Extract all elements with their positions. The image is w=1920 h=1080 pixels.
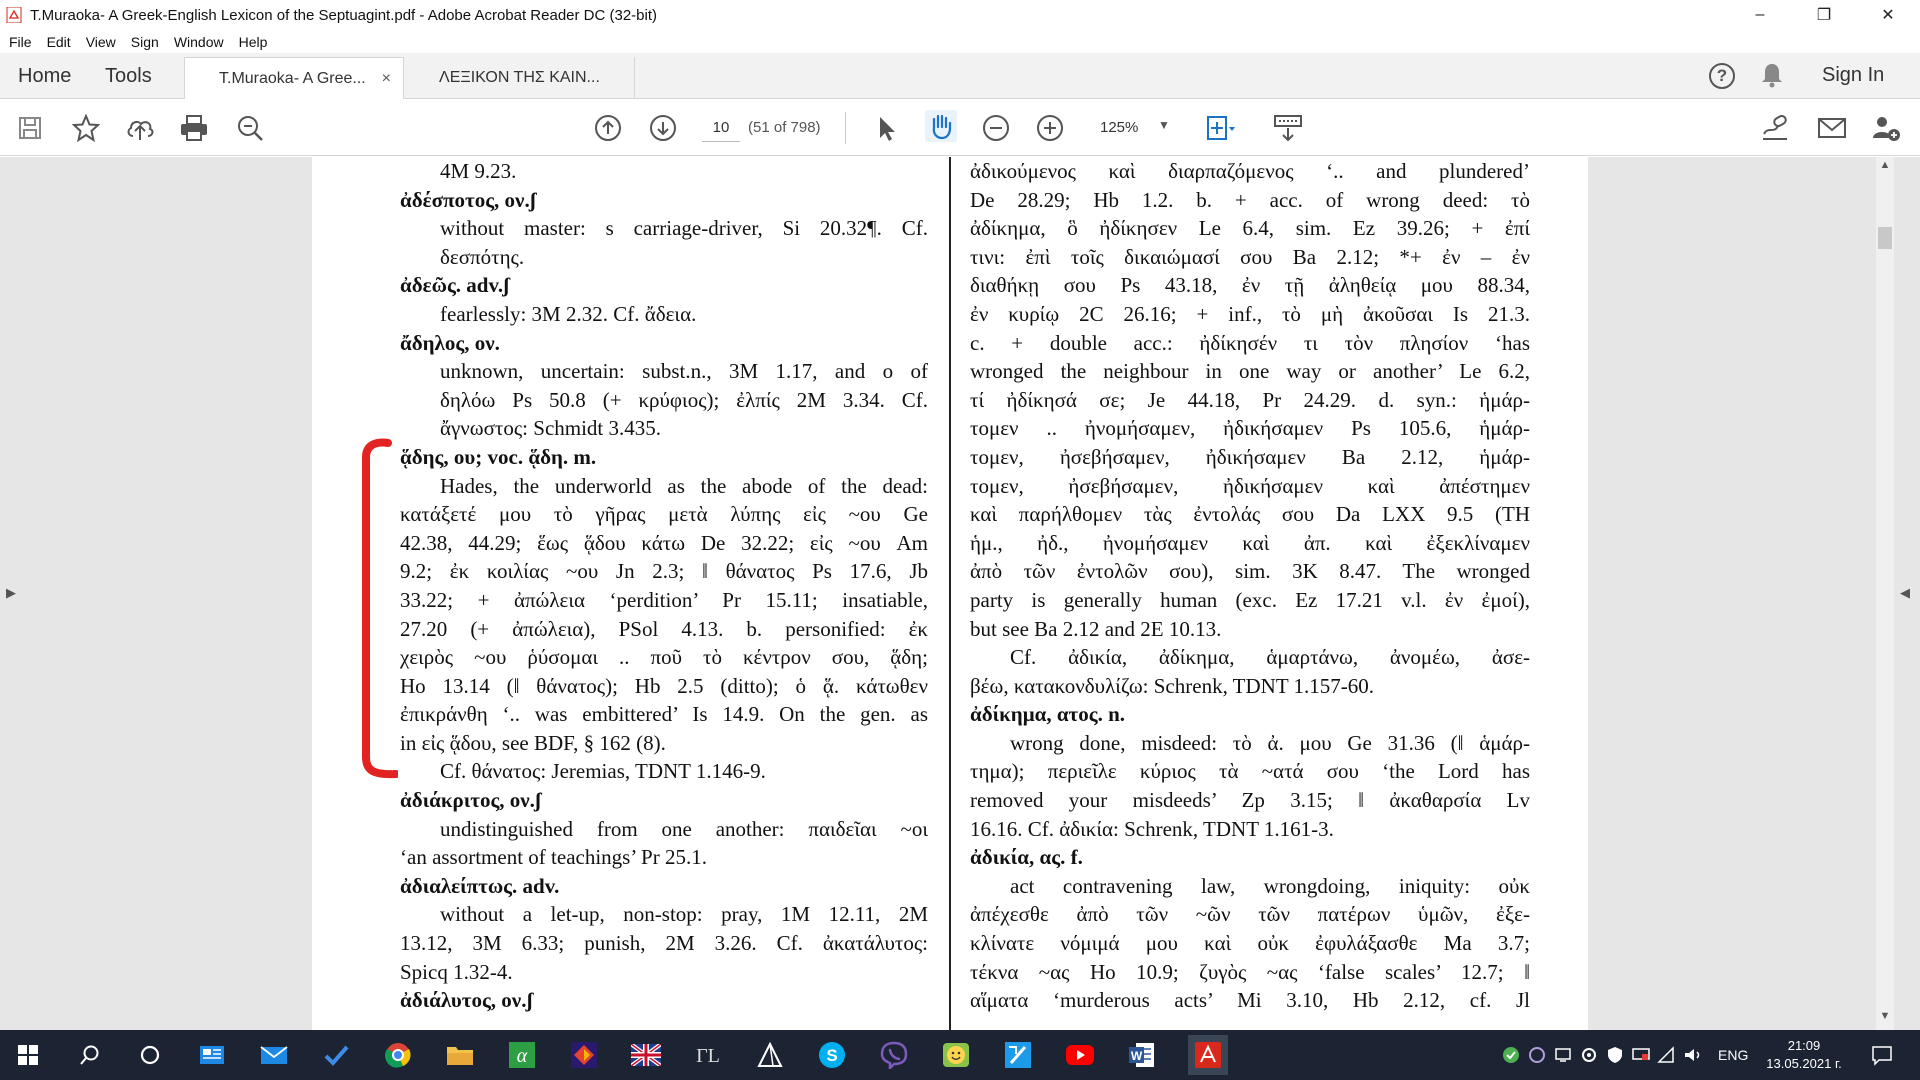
next-page-icon[interactable] bbox=[647, 112, 679, 144]
svg-text:α: α bbox=[516, 1045, 528, 1067]
entry-text-line: Ho 13.14 (‖ θάνατος); Hb 2.5 (ditto); ὁ ᾅ. κάτωθεν bbox=[400, 673, 928, 698]
clock-time: 21:09 bbox=[1787, 1038, 1821, 1053]
help-icon[interactable]: ? bbox=[1709, 63, 1735, 89]
email-icon[interactable] bbox=[1816, 112, 1848, 144]
left-column bbox=[400, 157, 928, 1015]
entry-text-line: ‘an assortment of teachings’ Pr 25.1. bbox=[400, 845, 707, 870]
entry-text-line: τημα); περιεῖλε κύριος τὰ ~ατά σου ‘the Lord has bbox=[970, 759, 1530, 784]
menu-edit[interactable]: Edit bbox=[46, 33, 71, 50]
entry-headword: ἀδίκημα, ατος. n. bbox=[970, 702, 1126, 727]
todo-app-icon[interactable] bbox=[320, 1039, 352, 1071]
entry-text-line: 33.22; + ἀπώλεια ‘perdition’ Pr 15.11; insatiable, bbox=[400, 587, 928, 612]
entry-text-line: 4M 9.23. bbox=[440, 159, 517, 183]
entry-text-line: 42.38, 44.29; ἕως ᾅδου κάτω De 32.22; εἰς ~ου Am bbox=[400, 530, 928, 555]
scroll-down-icon[interactable]: ▼ bbox=[1879, 1010, 1891, 1022]
svg-text:S: S bbox=[826, 1046, 838, 1065]
chrome-icon[interactable] bbox=[382, 1039, 414, 1071]
entry-headword: ἀδέσποτος, ον.ʃ bbox=[400, 187, 537, 212]
menu-bar bbox=[0, 30, 1920, 53]
entry-text-line: τομεν, ἠσεβήσαμεν, ἠδικήσαμεν Ba 2.12, ἡμάρ- bbox=[970, 444, 1530, 469]
entry-text-line: wrong done, misdeed: τὸ ἀ. μου Ge 31.36 (‖ ἁμάρ- bbox=[1010, 730, 1530, 755]
entry-text-line: τί ἠδίκησά σε; Je 44.18, Pr 24.29. d. syn.: ἡμάρ- bbox=[970, 387, 1530, 412]
mail-app-icon[interactable] bbox=[258, 1039, 290, 1071]
menu-file[interactable]: File bbox=[9, 33, 32, 50]
clock[interactable] bbox=[1764, 1037, 1844, 1073]
entry-headword: ἀδιάκριτος, ον.ʃ bbox=[400, 788, 542, 813]
tab-document-label: T.Muraoka- A Gree... bbox=[219, 70, 366, 87]
taskbar bbox=[0, 1030, 1920, 1080]
add-user-icon[interactable] bbox=[1870, 112, 1902, 144]
svg-text:ΓL: ΓL bbox=[696, 1045, 720, 1067]
right-column bbox=[970, 157, 1530, 1015]
zoom-out-icon[interactable] bbox=[980, 112, 1012, 144]
menu-sign[interactable]: Sign bbox=[130, 33, 159, 50]
tray-shield-icon[interactable] bbox=[1604, 1039, 1626, 1071]
tray-settings-icon[interactable] bbox=[1578, 1039, 1600, 1071]
alpha-app-icon[interactable] bbox=[506, 1039, 538, 1071]
tab-document-active[interactable] bbox=[184, 57, 404, 99]
left-pane-toggle-icon[interactable]: ▶ bbox=[6, 585, 16, 600]
snip-sketch-icon[interactable] bbox=[1002, 1039, 1034, 1071]
entry-text-line: ἡμ., ἠδ., ἠνομήσαμεν καὶ ἀπ. καὶ ἐξεκλίναμεν bbox=[970, 530, 1530, 555]
viber-icon[interactable] bbox=[878, 1039, 910, 1071]
right-pane-toggle-icon[interactable]: ◀ bbox=[1900, 585, 1910, 600]
fit-page-icon[interactable] bbox=[1204, 112, 1236, 144]
entry-text-line: c. + double acc.: ἠδίκησέν τι τὸν πλησίον ‘has bbox=[970, 330, 1530, 355]
skype-icon[interactable] bbox=[816, 1039, 848, 1071]
acrobat-taskbar-icon[interactable] bbox=[1188, 1035, 1228, 1075]
acrobat-icon bbox=[6, 7, 22, 23]
entry-headword: ἀδικία, ας. f. bbox=[970, 845, 1083, 870]
entry-text-line: 9.2; ἐκ κοιλίας ~ου Jn 2.3; ‖ θάνατος Ps 17.6, Jb bbox=[400, 559, 928, 584]
entry-text-line: unknown, uncertain: subst.n., 3M 1.17, and o of bbox=[440, 359, 928, 384]
chevron-down-icon[interactable]: ▼ bbox=[1158, 118, 1170, 132]
input-language[interactable]: ENG bbox=[1718, 1047, 1749, 1063]
smiley-app-icon[interactable] bbox=[940, 1039, 972, 1071]
task-view-icon[interactable] bbox=[134, 1039, 166, 1071]
toolbar-divider bbox=[845, 112, 846, 144]
tab-tools[interactable]: Tools bbox=[105, 65, 152, 87]
scroll-thumb[interactable] bbox=[1878, 227, 1892, 249]
hand-tool-icon[interactable] bbox=[925, 110, 957, 142]
search-icon[interactable] bbox=[74, 1039, 106, 1071]
bookmark-star-icon[interactable] bbox=[70, 112, 102, 144]
uk-flag-app-icon[interactable] bbox=[630, 1039, 662, 1071]
entry-text-line: Cf. θάνατος: Jeremias, TDNT 1.146-9. bbox=[440, 759, 766, 784]
entry-text-line: ἀπέχεσθε ἀπὸ τῶν ~ῶν τῶν πατέρων ὑμῶν, ἐξε- bbox=[970, 902, 1530, 927]
select-cursor-icon[interactable] bbox=[870, 112, 902, 144]
entry-text-line: wronged the neighbour in one way or another’ Le 6.2, bbox=[970, 359, 1530, 384]
tray-volume-icon[interactable] bbox=[1682, 1039, 1704, 1071]
entry-text-line: without a let-up, non-stop: pray, 1M 12.11, 2M bbox=[440, 902, 928, 927]
zoom-in-icon[interactable] bbox=[1034, 112, 1066, 144]
column-divider bbox=[949, 157, 951, 1030]
tab-document-inactive[interactable] bbox=[405, 57, 635, 99]
entry-text-line: 13.12, 3M 6.33; punish, 2M 3.26. Cf. ἀκατάλυτος: bbox=[400, 931, 928, 956]
entry-text-line: removed your misdeeds’ Zp 3.15; ‖ ἀκαθαρσία Lv bbox=[970, 788, 1530, 813]
entry-text-line: ἀπὸ τῶν ἐντολῶν σου), sim. 3K 8.47. The wronged bbox=[970, 559, 1530, 584]
entry-headword: ἀδιαλείπτως. adv. bbox=[400, 873, 560, 898]
entry-headword: ἀδεῶς. adv.ʃ bbox=[400, 273, 510, 298]
entry-text-line: 27.20 (+ ἀπώλεια), PSol 4.13. b. personified: ἐκ bbox=[400, 616, 928, 641]
tab-bar bbox=[0, 53, 1920, 99]
entry-text-line: in εἰς ᾅδου, see BDF, § 162 (8). bbox=[400, 730, 666, 755]
entry-text-line: but see Ba 2.12 and 2E 10.13. bbox=[970, 616, 1222, 641]
entry-text-line: fearlessly: 3M 2.32. Cf. ἄδεια. bbox=[440, 301, 697, 326]
entry-text-line: κατάξετέ μου τὸ γῆρας μετὰ λύπης εἰς ~ου Ge bbox=[400, 502, 928, 527]
tray-viber-icon[interactable] bbox=[1526, 1039, 1548, 1071]
search-zoom-icon[interactable] bbox=[234, 112, 266, 144]
window-title: T.Muraoka- A Greek-English Lexicon of the Septuagint.pdf - Adobe Acrobat Reader DC (32-bit) bbox=[30, 6, 658, 24]
sign-in-button[interactable]: Sign In bbox=[1822, 64, 1885, 86]
svg-text:W: W bbox=[1130, 1049, 1143, 1063]
close-window-button[interactable]: ✕ bbox=[1881, 7, 1895, 24]
toolbar bbox=[0, 100, 1920, 156]
scroll-up-icon[interactable]: ▲ bbox=[1879, 159, 1891, 171]
entry-text-line: De 28.29; Hb 1.2. b. + acc. of wrong deed: τὸ bbox=[970, 187, 1530, 212]
entry-text-line: δηλόω Ps 50.8 (+ κρύφιος); ἐλπίς 2M 3.34. Cf. bbox=[440, 387, 928, 412]
entry-text-line: τομεν, ἠσεβήσαμεν, ἠδικήσαμεν καὶ ἀπέστημεν bbox=[970, 473, 1530, 498]
triangle-app-icon[interactable] bbox=[754, 1039, 786, 1071]
entry-text-line: καὶ παρήλθομεν τὰς ἐντολάς σου Da LXX 9.5 (TH bbox=[970, 502, 1530, 527]
entry-text-line: βέω, κατακονδυλίζω: Schrenk, TDNT 1.157-60. bbox=[970, 673, 1375, 698]
entry-text-line: ἄγνωστος: Schmidt 3.435. bbox=[440, 416, 662, 441]
diamond-app-icon[interactable] bbox=[568, 1039, 600, 1071]
news-app-icon[interactable] bbox=[196, 1039, 228, 1071]
entry-headword: ἀδιάλυτος, ον.ʃ bbox=[400, 988, 533, 1013]
tab-home[interactable]: Home bbox=[18, 65, 72, 87]
tray-check-icon[interactable] bbox=[1500, 1039, 1522, 1071]
tab-document-label: ΛΕΞΙΚΟΝ ΤΗΣ ΚΑΙΝ... bbox=[439, 69, 600, 86]
entry-text-line: undistinguished from one another: παιδεῖαι ~οι bbox=[440, 816, 928, 841]
menu-window[interactable]: Window bbox=[173, 33, 224, 50]
entry-text-line: ἀδικούμενος καὶ διαρπαζόμενος ‘.. and plundered’ bbox=[970, 159, 1530, 183]
maximize-button[interactable]: ❐ bbox=[1816, 7, 1832, 24]
scroll-mode-icon[interactable] bbox=[1272, 112, 1304, 144]
notification-bell-icon[interactable] bbox=[1761, 62, 1783, 88]
entry-text-line: διαθήκῃ σου Ps 43.18, ἐν τῇ ἀληθείᾳ μου 88.34, bbox=[970, 273, 1530, 298]
entry-text-line: Hades, the underworld as the abode of the dead: bbox=[440, 473, 928, 498]
page-number-input[interactable]: 10 bbox=[702, 114, 740, 142]
tray-monitor-icon[interactable] bbox=[1630, 1039, 1652, 1071]
page-count-label: (51 of 798) bbox=[748, 119, 821, 136]
red-bracket-annotation bbox=[358, 437, 398, 782]
entry-text-line: δεσπότης. bbox=[440, 244, 525, 269]
menu-view[interactable]: View bbox=[85, 33, 116, 50]
entry-text-line: ἐν κυρίῳ 2C 26.16; + inf., τὸ μὴ ἀκοῦσαι Is 21.3. bbox=[970, 301, 1530, 326]
print-icon[interactable] bbox=[178, 112, 210, 144]
entry-text-line: party is generally human (exc. Ez 17.21 v.l. ἐν ἐμοί), bbox=[970, 587, 1530, 612]
entry-headword: ᾅδης, ου; voc. ᾅδη. m. bbox=[400, 444, 597, 469]
entry-text-line: τινι: ἐπὶ τοῖς δικαιώμασί σου Ba 2.12; *+ ἐν – ἐν bbox=[970, 244, 1530, 269]
upload-cloud-icon[interactable] bbox=[124, 112, 156, 144]
pdf-page bbox=[312, 157, 1588, 1030]
tray-network-icon[interactable] bbox=[1552, 1039, 1574, 1071]
sign-link-icon[interactable] bbox=[1759, 112, 1791, 144]
tray-wifi-icon[interactable] bbox=[1656, 1039, 1678, 1071]
entry-text-line: without master: s carriage-driver, Si 20.32¶. Cf. bbox=[440, 216, 928, 241]
entry-text-line: τομεν .. ἠνομήσαμεν, ἠδικήσαμεν Ps 105.6, ἡμάρ- bbox=[970, 416, 1530, 441]
entry-text-line: τέκνα ~ας Ho 10.9; ζυγὸς ~ας ‘false scales’ 12.7; ‖ bbox=[970, 959, 1530, 984]
entry-text-line: αἵματα ‘murderous acts’ Mi 3.10, Hb 2.12, cf. Jl bbox=[970, 988, 1530, 1013]
tab-close-button[interactable]: × bbox=[381, 70, 391, 87]
title-bar bbox=[0, 0, 1920, 30]
notifications-icon[interactable] bbox=[1866, 1039, 1898, 1071]
vertical-scrollbar[interactable] bbox=[1876, 157, 1894, 1030]
entry-text-line: Spicq 1.32-4. bbox=[400, 959, 513, 984]
greek-lexicon-app-icon[interactable] bbox=[692, 1039, 724, 1071]
zoom-level-select[interactable]: 125% bbox=[1100, 119, 1139, 136]
entry-text-line: ἐπικράνθη ‘.. was embittered’ Is 14.9. On the gen. as bbox=[400, 702, 928, 727]
minimize-button[interactable]: – bbox=[1755, 6, 1765, 23]
entry-text-line: χειρὸς ~ου ῥύσομαι .. ποῦ τὸ κέντρον σου, ᾅδη; bbox=[400, 645, 928, 670]
entry-headword: ἄδηλος, ον. bbox=[400, 330, 500, 355]
previous-page-icon[interactable] bbox=[592, 112, 624, 144]
menu-help[interactable]: Help bbox=[238, 33, 268, 50]
word-icon[interactable] bbox=[1126, 1039, 1158, 1071]
entry-text-line: κλίνατε νόμιμά μου καὶ οὐκ ἐφυλάξασθε Ma 3.7; bbox=[970, 931, 1530, 956]
windows-start-icon[interactable] bbox=[12, 1039, 44, 1071]
save-icon[interactable] bbox=[14, 112, 46, 144]
entry-text-line: Cf. ἀδικία, ἀδίκημα, ἁμαρτάνω, ἀνομέω, ἀσε- bbox=[1010, 645, 1530, 670]
youtube-icon[interactable] bbox=[1064, 1039, 1096, 1071]
entry-text-line: ἀδίκημα, ὃ ἠδίκησεν Le 6.4, sim. Ez 39.26; + ἐπί bbox=[970, 216, 1530, 241]
clock-date: 13.05.2021 г. bbox=[1766, 1056, 1842, 1071]
entry-text-line: 16.16. Cf. ἀδικία: Schrenk, TDNT 1.161-3. bbox=[970, 816, 1334, 841]
entry-text-line: act contravening law, wrongdoing, iniquity: οὐκ bbox=[1010, 873, 1530, 898]
file-explorer-icon[interactable] bbox=[444, 1039, 476, 1071]
